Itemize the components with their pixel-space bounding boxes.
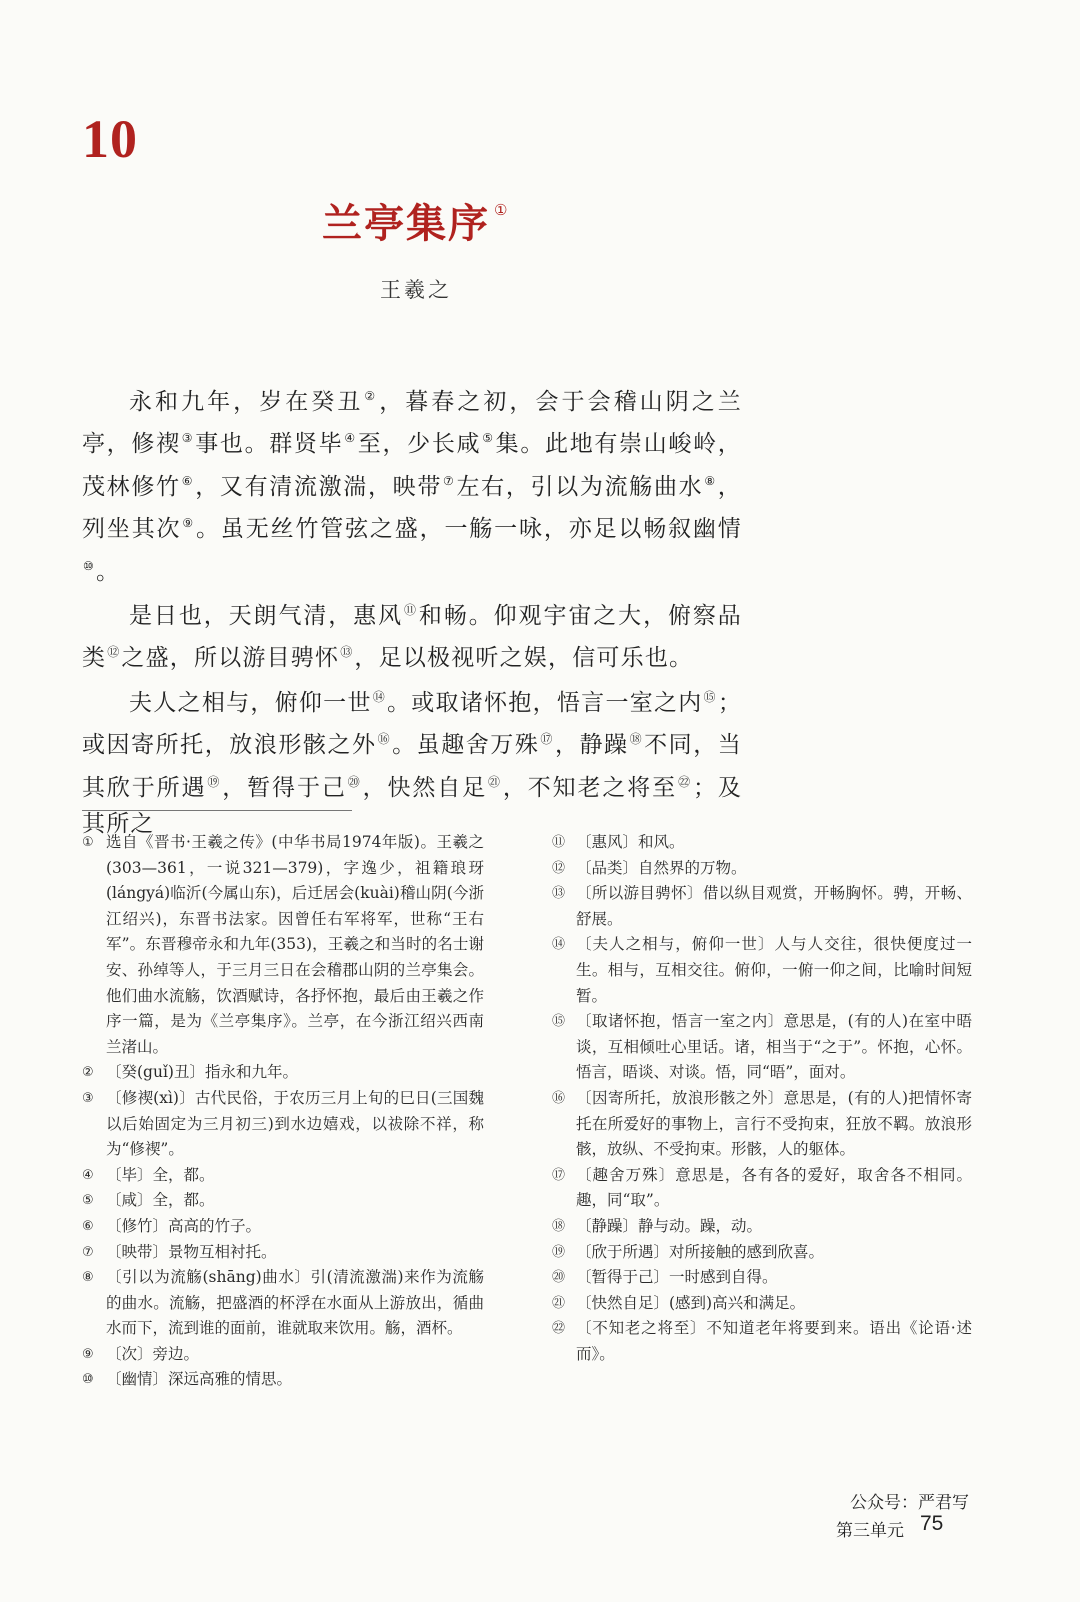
footnote-number: ② (82, 1065, 94, 1081)
text-segment: 至，少长咸 (357, 431, 482, 458)
text-segment: ，足以极视听之娱，信可乐也。 (354, 645, 694, 672)
text-segment: 事也。群贤毕 (195, 431, 344, 458)
text-segment: 永和九年，岁在癸丑 (129, 389, 364, 415)
watermark-text: 公众号：严君写 (850, 1493, 969, 1513)
footnote-item (552, 1163, 972, 1214)
paragraph-3 (82, 679, 742, 843)
note-marker: ㉑ (488, 774, 502, 789)
footnotes-left-column (82, 830, 484, 1393)
footnote-item (552, 1086, 972, 1163)
footnote-text: 〔暂得于己〕一时感到自得。 (576, 1268, 778, 1287)
footnote-item (552, 1009, 972, 1086)
note-marker: ⑨ (182, 516, 195, 531)
footnote-number: ⑬ (552, 886, 566, 902)
text-segment: ；或因寄所托，放浪形骸之外 (82, 689, 743, 759)
note-marker: ⑰ (540, 732, 554, 747)
title-text: 兰亭集序 (322, 200, 490, 247)
text-segment: 。虽趣舍万殊 (392, 732, 540, 759)
footnote-text: 〔映带〕景物互相衬托。 (106, 1242, 277, 1261)
footnote-number: ⑦ (82, 1244, 94, 1260)
note-marker: ② (364, 389, 379, 403)
note-marker: ⑭ (372, 689, 386, 704)
footnote-text: 选自《晋书·王羲之传》(中华书局1974年版)。王羲之(303—361，一说321—379)，字逸少，祖籍琅玡(lángyá)临沂(今属山东)，后迁居会(kuài)稽山阴(今浙江绍兴)，东晋书法家。因曾任右军将军，世称“王右军”。东晋穆帝永和九年(353)，王羲之和当时的名士谢安、孙绰等人，于三月三日在会稽郡山阴的兰亭集会。他们曲水流觞，饮酒赋诗，各抒怀抱，最后由王羲之作序一篇，是为《兰亭集序》。兰亭，在今浙江绍兴西南兰渚山。 (106, 833, 484, 1056)
page-number: 75 (920, 1512, 944, 1535)
footnote-text: 〔欣于所遇〕对所接触的感到欣喜。 (576, 1242, 825, 1261)
text-segment: ，快然自足 (362, 774, 487, 801)
note-marker: ④ (344, 431, 357, 446)
footnote-number: ⑭ (552, 937, 566, 953)
footnote-text: 〔修竹〕高高的竹子。 (106, 1216, 262, 1235)
footnote-number: ⑤ (82, 1193, 94, 1209)
title-note-marker: ① (494, 201, 510, 219)
footnote-number: ⑫ (552, 860, 566, 876)
author-name: 王羲之 (380, 278, 452, 302)
footnote-text: 〔取诸怀抱，悟言一室之内〕意思是，(有的人)在室中晤谈，互相倾吐心里话。诸，相当于“之于”。怀抱，心怀。悟言，晤谈、对谈。悟，同“晤”，面对。 (576, 1012, 972, 1082)
footnote-text: 〔因寄所托，放浪形骸之外〕意思是，(有的人)把情怀寄托在所爱好的事物上，言行不受拘束，狂放不羁。放浪形骸，放纵、不受拘束。形骸，人的躯体。 (576, 1088, 972, 1159)
footnote-number: ⑯ (552, 1090, 566, 1106)
footnote-number: ④ (82, 1167, 94, 1183)
footnote-item (552, 1291, 972, 1317)
footnote-text: 〔引以为流觞(shāng)曲水〕引(清流激湍)来作为流觞的曲水。流觞，把盛酒的杯浮在水面从上游放出，循曲水而下，流到谁的面前，谁就取来饮用。觞，酒杯。 (106, 1268, 484, 1338)
footnote-item (82, 1163, 484, 1189)
footnote-number: ㉒ (552, 1321, 566, 1337)
text-segment: 夫人之相与，俯仰一世 (129, 689, 372, 716)
note-marker: ⑳ (347, 774, 362, 789)
footnote-item (82, 1342, 484, 1368)
note-marker: ㉒ (678, 774, 692, 789)
note-marker: ⑩ (83, 558, 95, 573)
text-segment: 左右，引以为流觞曲水 (456, 473, 704, 500)
text-segment: 。 (95, 558, 121, 585)
note-marker: ③ (181, 431, 195, 446)
footnote-text: 〔次〕旁边。 (106, 1344, 200, 1363)
paragraph-1 (82, 378, 742, 590)
footnote-number: ⑩ (82, 1372, 94, 1388)
footnote-item (82, 1060, 484, 1086)
footnote-text: 〔所以游目骋怀〕借以纵目观赏，开畅胸怀。骋，开畅、舒展。 (576, 884, 972, 928)
footnote-item (82, 1086, 484, 1163)
footnote-item (552, 830, 972, 856)
note-marker: ⑪ (403, 603, 418, 618)
text-segment: 是日也，天朗气清，惠风 (129, 603, 403, 630)
footnote-text: 〔静躁〕静与动。躁，动。 (576, 1216, 763, 1235)
footnote-item (552, 1214, 972, 1240)
text-segment: 集。此地有崇山峻岭，茂林修竹 (82, 431, 742, 500)
text-segment: 。虽无丝竹管弦之盛，一觞一咏，亦足以畅叙幽情 (196, 516, 742, 543)
lesson-number: 10 (82, 109, 138, 169)
footnote-item (552, 932, 972, 1009)
text-segment: ；及其所之 (82, 774, 743, 838)
footnote-number: ⑰ (552, 1167, 566, 1183)
footnote-number: ㉑ (552, 1295, 566, 1311)
page-title (322, 192, 509, 249)
footnote-number: ⑮ (552, 1014, 566, 1030)
footnote-text: 〔修禊(xì)〕古代民俗，于农历三月上旬的巳日(三国魏以后始固定为三月初三)到水边嬉戏，以祓除不祥，称为“修禊”。 (106, 1088, 484, 1159)
footnotes-right-column (552, 830, 972, 1367)
note-marker: ⑲ (207, 774, 222, 789)
note-marker: ⑱ (629, 732, 644, 747)
footnote-item (552, 881, 972, 932)
note-marker: ⑤ (482, 431, 495, 446)
note-marker: ⑫ (107, 645, 121, 660)
footnote-text: 〔快然自足〕(感到)高兴和满足。 (576, 1293, 806, 1312)
unit-label: 第三单元 (836, 1521, 904, 1541)
footnote-number: ⑪ (552, 835, 566, 850)
text-segment: ，暮春之初，会于会稽山阴之兰亭，修禊 (82, 389, 742, 458)
note-marker: ⑧ (704, 473, 717, 488)
footnote-item (552, 1240, 972, 1266)
text-segment: 和畅。仰观宇宙之大，俯察品类 (82, 603, 742, 672)
footnote-item (82, 1367, 484, 1393)
footnote-item (82, 1214, 484, 1240)
footnote-text: 〔癸(guǐ)丑〕指永和九年。 (106, 1063, 298, 1082)
footnote-item (82, 1240, 484, 1266)
footnote-item (552, 1265, 972, 1291)
footnote-number: ⑨ (82, 1346, 94, 1362)
note-marker: ⑬ (340, 645, 354, 660)
footnote-text: 〔夫人之相与，俯仰一世〕人与人交往，很快便度过一生。相与，互相交往。俯仰，一俯一仰之间，比喻时间短暂。 (576, 935, 972, 1005)
footnote-number: ⑳ (552, 1270, 566, 1286)
footnote-divider (82, 810, 352, 811)
note-marker: ⑯ (377, 732, 392, 747)
note-marker: ⑦ (443, 473, 456, 488)
footnote-number: ① (82, 835, 94, 850)
footnote-item (552, 856, 972, 882)
text-segment: ，静躁 (554, 732, 629, 759)
text-segment: 之盛，所以游目骋怀 (121, 645, 340, 672)
footnote-number: ⑲ (552, 1244, 566, 1260)
footnote-text: 〔趣舍万殊〕意思是，各有各的爱好，取舍各不相同。趣，同“取”。 (576, 1165, 972, 1210)
text-segment: ，不知老之将至 (502, 774, 678, 801)
footnote-number: ⑱ (552, 1218, 566, 1234)
footnote-item (82, 830, 484, 1060)
footnote-number: ⑥ (82, 1218, 94, 1234)
text-segment: 。或取诸怀抱，悟言一室之内 (387, 689, 703, 716)
footnote-text: 〔咸〕全，都。 (106, 1191, 215, 1210)
note-marker: ⑥ (181, 473, 195, 488)
note-marker: ⑮ (703, 689, 717, 704)
footnote-text: 〔惠风〕和风。 (576, 833, 685, 851)
footnote-text: 〔不知老之将至〕不知道老年将要到来。语出《论语·述而》。 (576, 1319, 972, 1363)
footnote-number: ⑧ (82, 1270, 94, 1286)
footnote-number: ③ (82, 1090, 94, 1106)
text-segment: ，又有清流激湍，映带 (195, 473, 443, 500)
main-text (82, 378, 742, 844)
footnote-item (552, 1316, 972, 1367)
text-segment: 不同，当其欣于所遇 (82, 732, 742, 801)
footnote-text: 〔幽情〕深远高雅的情思。 (106, 1370, 293, 1389)
text-segment: ，列坐其次 (82, 473, 742, 543)
footnote-text: 〔品类〕自然界的万物。 (576, 858, 747, 877)
footnote-item (82, 1188, 484, 1214)
paragraph-2 (82, 592, 742, 677)
text-segment: ，暂得于己 (222, 774, 347, 801)
footnote-text: 〔毕〕全，都。 (106, 1165, 215, 1184)
footnote-item (82, 1265, 484, 1342)
